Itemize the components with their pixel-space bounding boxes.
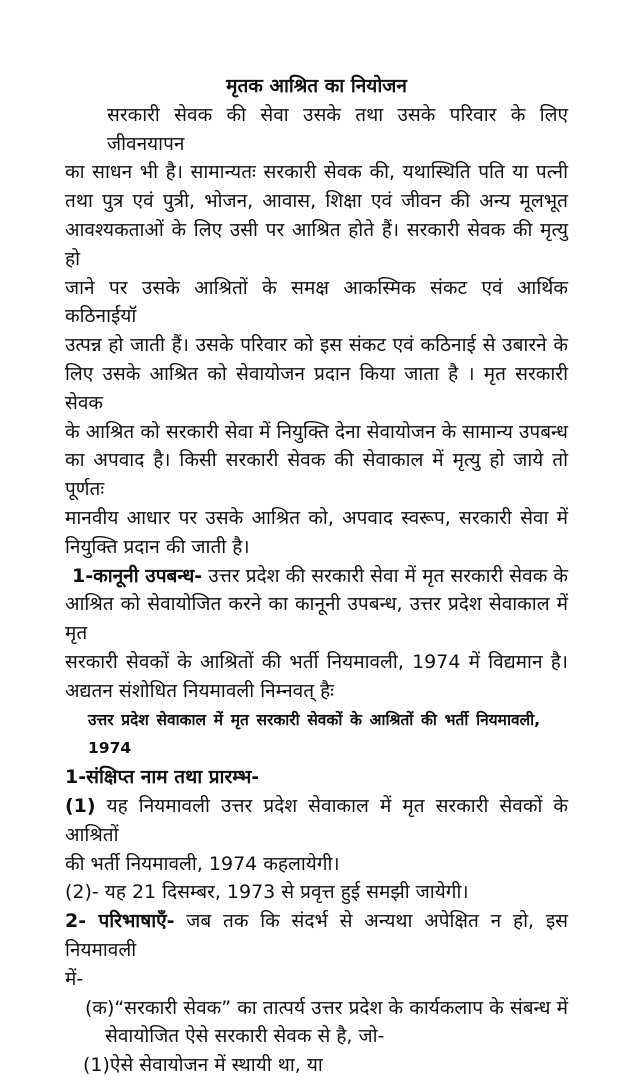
text-line: [65, 965, 568, 994]
text-segment: का अपवाद है। किसी सरकारी सेवक की सेवाकाल में मृत्यु हो जाये तो पूर्णतः: [65, 449, 568, 501]
text-segment: लिए उसके आश्रित को सेवायोजन प्रदान किया जाता है । मृत सरकारी सेवक: [65, 362, 568, 414]
text-segment: आवश्यकताओं के लिए उसी पर आश्रित होते हैं। सरकारी सेवक की मृत्यु हो: [65, 218, 568, 270]
text-segment: अद्यतन संशोधित नियमावली निम्नवत् हैः: [65, 679, 335, 702]
text-segment: में-: [65, 967, 84, 990]
text-line: [65, 1022, 568, 1051]
text-line: [65, 850, 568, 879]
text-line: [65, 878, 568, 907]
text-segment: सरकारी सेवकों के आश्रितों की भर्ती नियमावली, 1974 में विद्यमान है।: [65, 650, 568, 673]
text-line: [65, 1051, 568, 1080]
text-segment: यह नियमावली उत्तर प्रदेश सेवाकाल में मृत सरकारी सेवकों के आश्रितों: [65, 794, 568, 846]
text-segment: सरकारी सेवक की सेवा उसके तथा उसके परिवार के लिए जीवनयापन: [107, 103, 568, 155]
text-segment: (2)- यह 21 दिसम्बर, 1973 से प्रवृत्त हुई समझी जायेगी।: [65, 881, 469, 904]
text-segment-bold: (1): [65, 794, 96, 817]
document-body: [65, 101, 568, 1080]
text-line: [65, 994, 568, 1023]
text-line: [65, 562, 568, 591]
text-line: [65, 533, 568, 562]
text-line: [65, 274, 568, 332]
text-segment: जाने पर उसके आश्रितों के समक्ष आकस्मिक संकट एवं आर्थिक कठिनाईयॉ: [65, 276, 568, 328]
text-segment: उत्तर प्रदेश की सरकारी सेवा में मृत सरकारी सेवक के: [202, 564, 568, 587]
text-segment-bold: 1-संक्षिप्त नाम तथा प्रारम्भ-: [65, 766, 260, 789]
text-segment-bold: उत्तर प्रदेश सेवाकाल में मृत सरकारी सेवकों के आश्रितों की भर्ती नियमावली, 1974: [88, 710, 540, 758]
text-segment: के आश्रित को सरकारी सेवा में नियुक्ति देना सेवायोजन के सामान्य उपबन्ध: [65, 420, 568, 443]
text-segment: की भर्ती नियमावली, 1974 कहलायेगी।: [65, 852, 340, 875]
text-line: [65, 590, 568, 648]
text-segment: मानवीय आधार पर उसके आश्रित को, अपवाद स्वरूप, सरकारी सेवा में: [65, 506, 568, 529]
text-segment: सेवायोजित ऐसे सरकारी सेवक से है, जो-: [105, 1025, 385, 1048]
text-line: [65, 187, 568, 216]
text-line: [65, 792, 568, 850]
text-line: [65, 706, 568, 764]
text-segment: जब तक कि संदर्भ से अन्यथा अपेक्षित न हो, इस नियमावली: [65, 910, 568, 961]
document-title: मृतक आश्रित का नियोजन: [226, 75, 407, 97]
text-segment-bold: 2- परिभाषाएँ-: [65, 910, 175, 933]
text-line: [65, 158, 568, 187]
text-segment-bold: 1-कानूनी उपबन्ध-: [72, 564, 203, 587]
text-segment: नियुक्ति प्रदान की जाती है।: [65, 535, 250, 558]
text-line: [65, 677, 568, 706]
text-segment: (1)ऐसे सेवायोजन में स्थायी था, या: [83, 1054, 323, 1077]
text-line: [65, 331, 568, 360]
text-segment: आश्रित को सेवायोजित करने का कानूनी उपबन्ध, उत्तर प्रदेश सेवाकाल में मृत: [65, 593, 568, 645]
text-line: [65, 504, 568, 533]
text-line: [65, 907, 568, 965]
text-segment: का साधन भी है। सामान्यतः सरकारी सेवक की, यथास्थिति पति या पत्नी: [65, 161, 568, 184]
text-line: [65, 101, 568, 159]
text-line: [65, 360, 568, 418]
text-line: [65, 216, 568, 274]
text-segment: उत्पन्न हो जाती हैं। उसके परिवार को इस संकट एवं कठिनाई से उबारने के: [65, 334, 568, 357]
text-segment: तथा पुत्र एवं पुत्री, भोजन, आवास, शिक्षा एवं जीवन की अन्य मूलभूत: [65, 190, 568, 213]
text-segment: (क)“सरकारी सेवक” का तात्पर्य उत्तर प्रदेश के कार्यकलाप के संबन्ध में: [85, 996, 568, 1019]
text-line: [65, 648, 568, 677]
text-line: [65, 763, 568, 792]
text-line: [65, 418, 568, 447]
text-line: [65, 446, 568, 504]
